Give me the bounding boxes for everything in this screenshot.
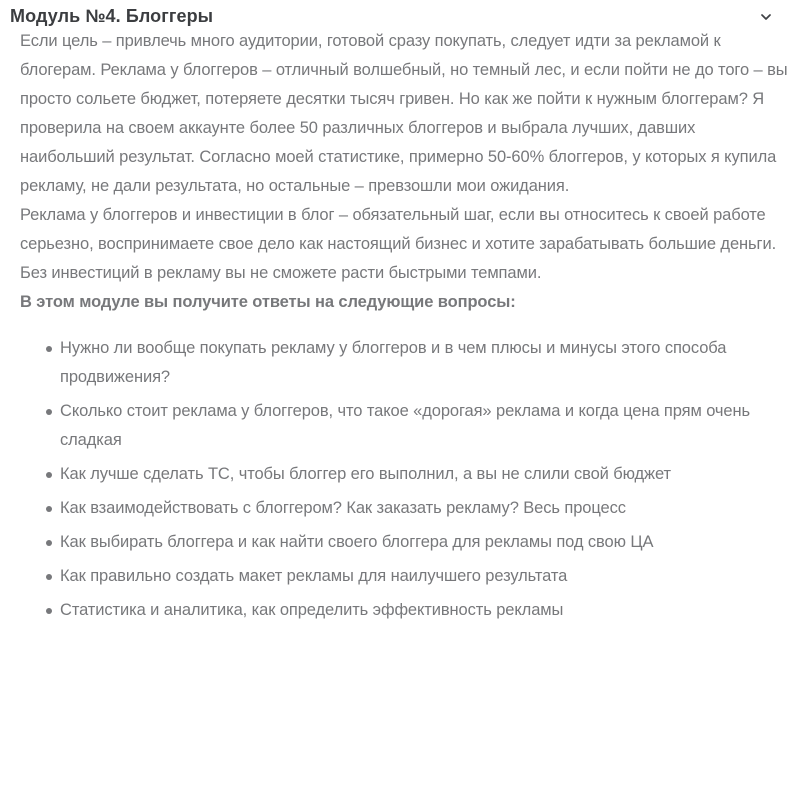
module-title: Модуль №4. Блоггеры	[10, 6, 214, 26]
list-item: Как правильно создать макет рекламы для наилучшего результата	[20, 562, 790, 591]
list-item: Как взаимодействовать с блоггером? Как заказать рекламу? Весь процесс	[20, 494, 790, 523]
list-item: Как лучше сделать ТС, чтобы блоггер его выполнил, а вы не слили свой бюджет	[20, 460, 790, 489]
accordion-header[interactable]	[0, 0, 800, 27]
questions-list	[20, 334, 790, 625]
list-item: Нужно ли вообще покупать рекламу у блоггеров и в чем плюсы и минусы этого способа продвижения?	[20, 334, 790, 392]
investment-paragraph: Реклама у блоггеров и инвестиции в блог – обязательный шаг, если вы относитесь к своей работе серьезно, воспринимаете свое дело как настоящий бизнес и хотите зарабатывать большие деньги. Без инвестиций в рекламу вы не сможете расти быстрыми темпами.	[20, 206, 777, 282]
list-item: Статистика и аналитика, как определить эффективность рекламы	[20, 596, 790, 625]
accordion-body	[0, 27, 800, 625]
list-item: Как выбирать блоггера и как найти своего блоггера для рекламы под свою ЦА	[20, 528, 790, 557]
intro-paragraph: Если цель – привлечь много аудитории, готовой сразу покупать, следует идти за рекламой к блогерам. Реклама у блоггеров – отличный волшебный, но темный лес, и если пойти не до того – вы просто сольете бюджет, потеряете десятки тысяч гривен. Но как же пойти к нужным блоггерам? Я проверила на своем аккаунте более 50 различных блоггеров и выбрала лучших, давших наибольший результат. Согласно моей статистике, примерно 50-60% блоггеров, у которых я купила рекламу, не дали результата, но остальные – превзошли мои ожидания.	[20, 32, 788, 195]
chevron-down-icon[interactable]	[757, 8, 775, 26]
list-heading: В этом модуле вы получите ответы на следующие вопросы:	[20, 293, 516, 311]
list-item: Сколько стоит реклама у блоггеров, что такое «дорогая» реклама и когда цена прям очень сладкая	[20, 397, 790, 455]
